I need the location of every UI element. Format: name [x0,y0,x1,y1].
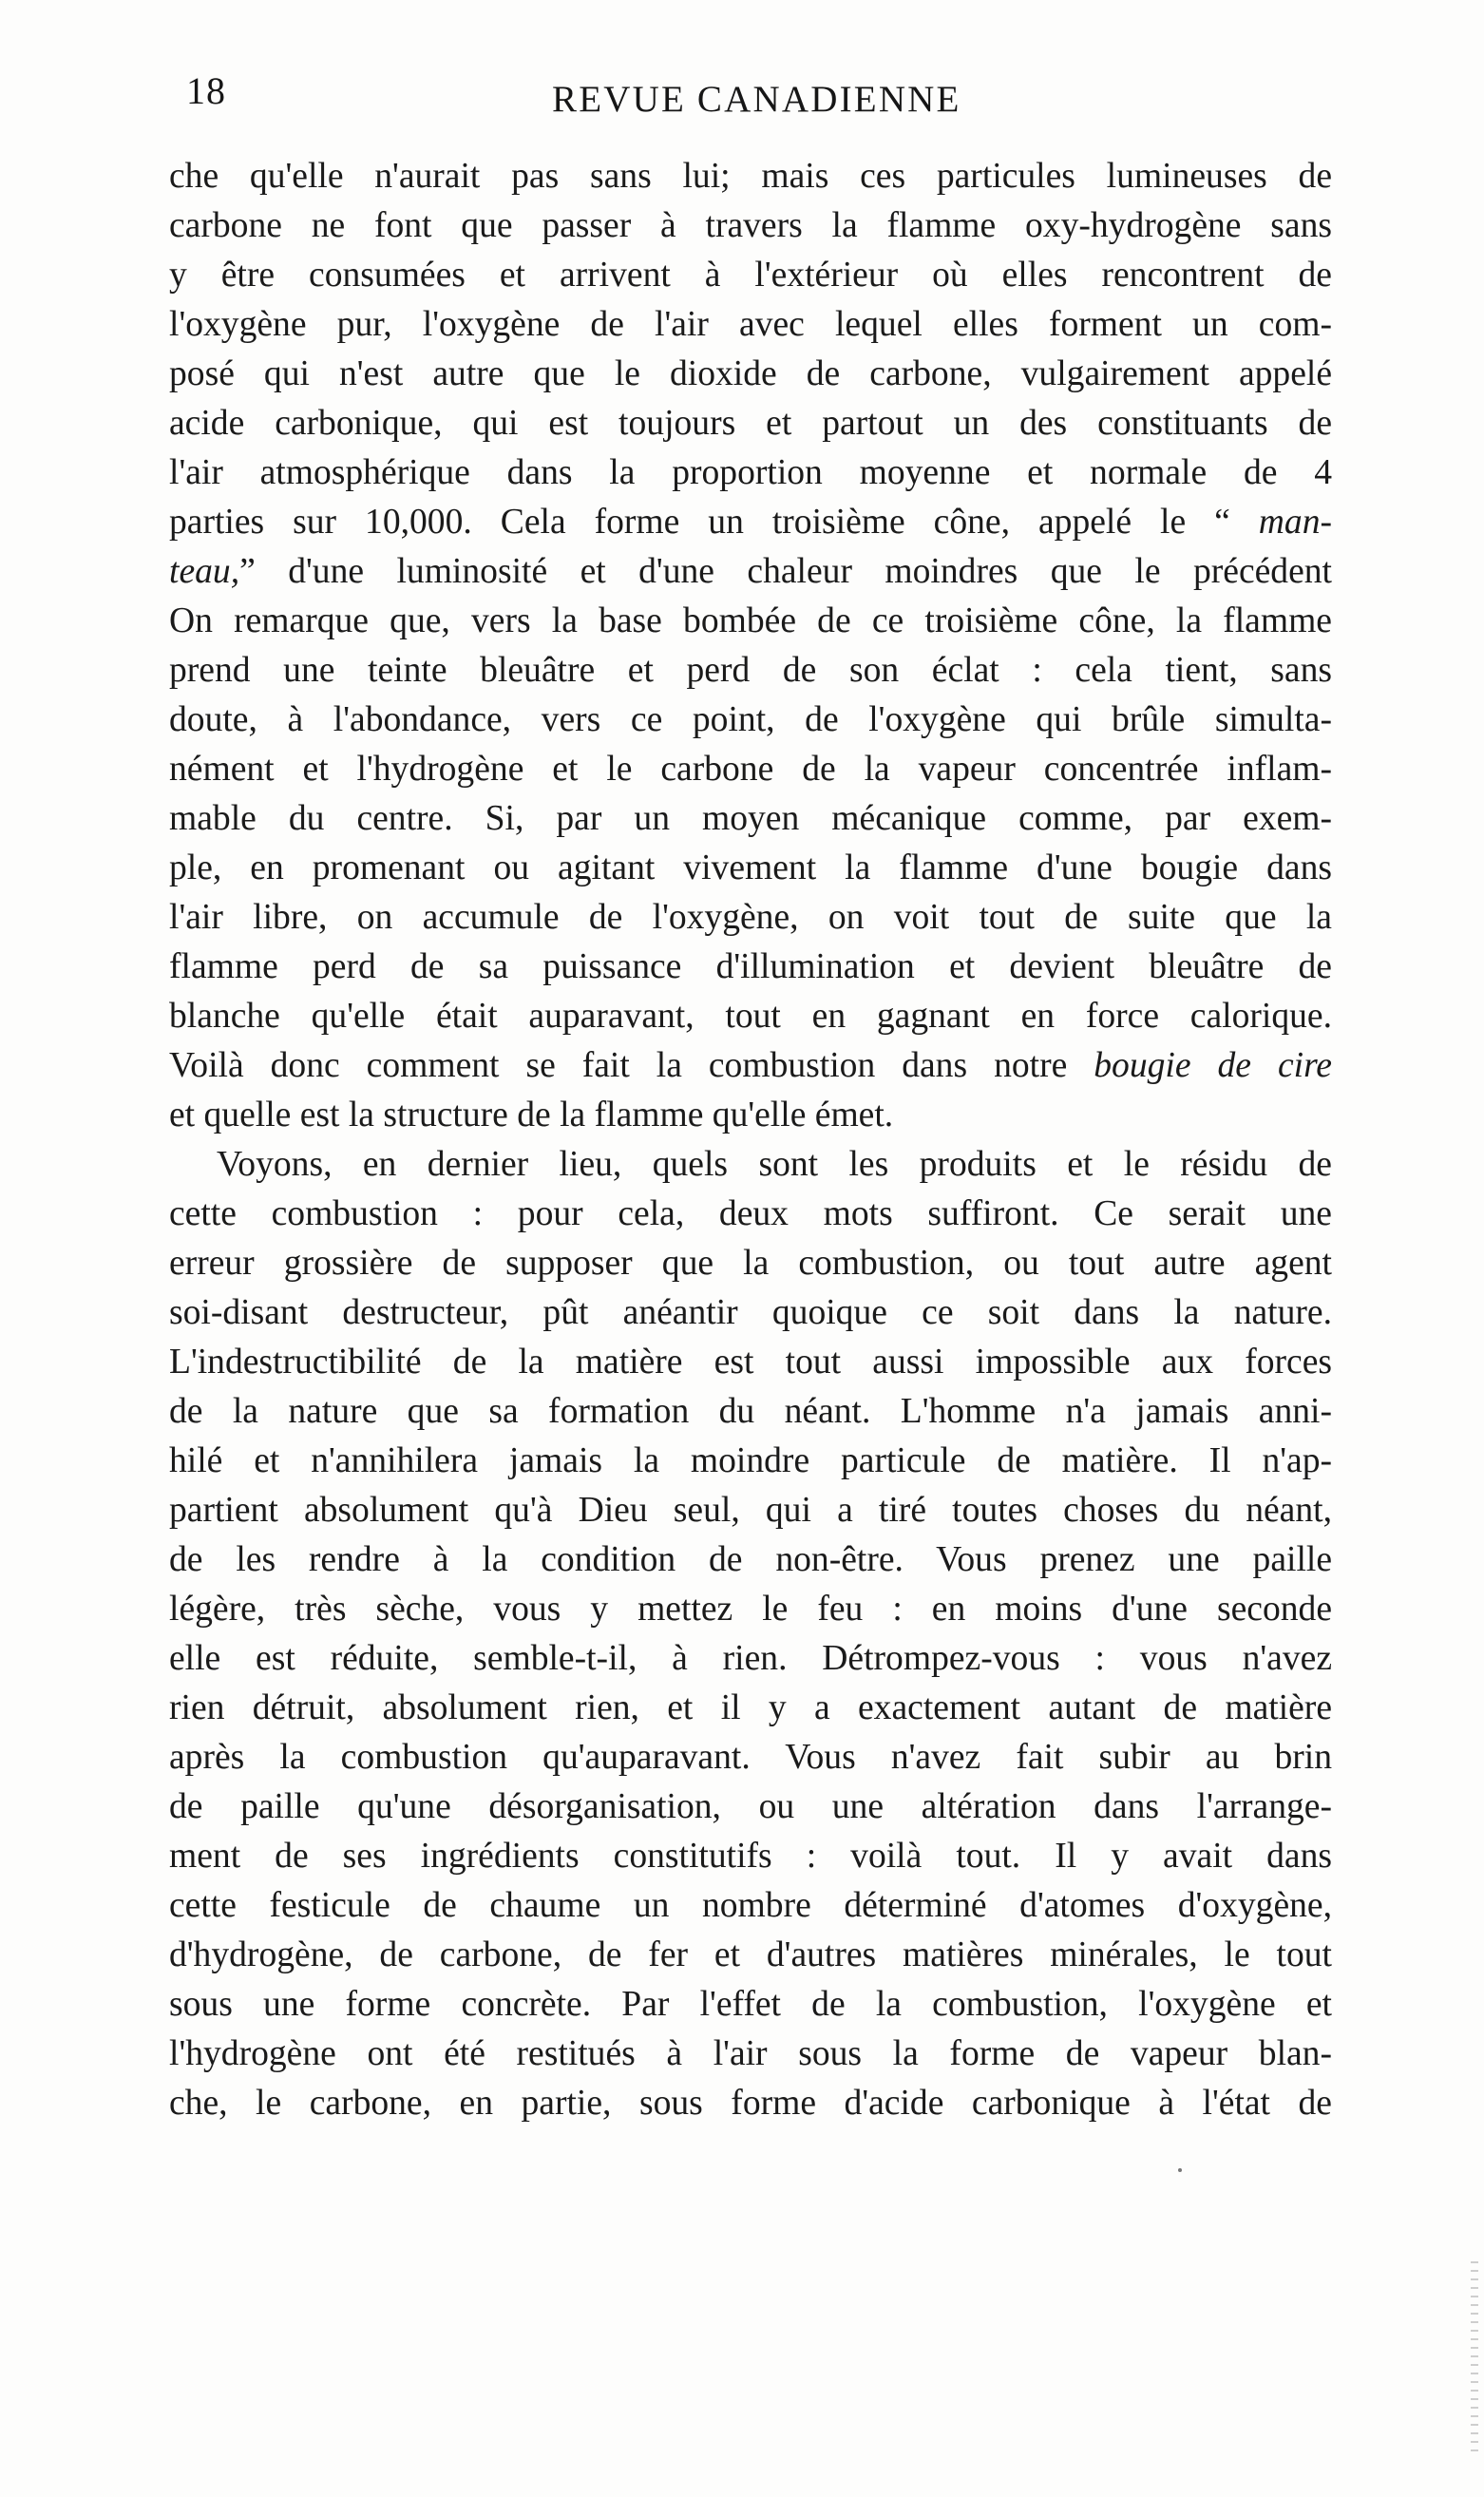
text-line: flamme perd de sa puissance d'illumination et devient bleuâtre de [169,947,1332,986]
text-line: posé qui n'est autre que le dioxide de carbone, vulgairement appelé [169,354,1332,393]
italic-term: teau, [169,552,240,591]
text-line: elle est réduite, semble-t-il, à rien. Détrompez-vous : vous n'avez [169,1639,1332,1678]
text-line: l'air libre, on accumule de l'oxygène, on voit tout de suite que la [169,898,1332,937]
text-line: après la combustion qu'auparavant. Vous n'avez fait subir au brin [169,1738,1332,1777]
text-line: doute, à l'abondance, vers ce point, de l'oxygène qui brûle simulta- [169,700,1332,739]
text-line: che qu'elle n'aurait pas sans lui; mais ces particules lumineuses de [169,157,1332,196]
italic-term: bougie de cire [1094,1046,1332,1085]
text-line: de les rendre à la condition de non-être. Vous prenez une paille [169,1540,1332,1579]
text-line: erreur grossière de supposer que la combustion, ou tout autre agent [169,1244,1332,1283]
page-number: 18 [186,69,226,112]
text-line: légère, très sèche, vous y mettez le feu : en moins d'une seconde [169,1590,1332,1629]
text-line: hilé et n'annihilera jamais la moindre particule de matière. Il n'ap- [169,1441,1332,1480]
body-text [169,152,1332,2128]
text-line: soi-disant destructeur, pût anéantir quoique ce soit dans la nature. [169,1293,1332,1332]
text-line: cette combustion : pour cela, deux mots suffiront. Ce serait une [169,1194,1332,1233]
ink-speck [1178,2168,1182,2172]
text-line: de paille qu'une désorganisation, ou une altération dans l'arrange- [169,1787,1332,1826]
text-line: et quelle est la structure de la flamme qu'elle émet. [169,1096,894,1134]
text-line: l'hydrogène ont été restitués à l'air sous la forme de vapeur blan- [169,2034,1332,2073]
text-line: carbone ne font que passer à travers la flamme oxy-hydrogène sans [169,206,1332,245]
text-line: cette festicule de chaume un nombre déterminé d'atomes d'oxygène, [169,1886,1332,1925]
text-line: prend une teinte bleuâtre et perd de son éclat : cela tient, sans [169,651,1332,690]
page-header [186,68,1003,135]
text-line: L'indestructibilité de la matière est tout aussi impossible aux forces [169,1343,1332,1382]
text-line: blanche qu'elle était auparavant, tout en gagnant en force calorique. [169,997,1332,1036]
paragraph-1 [169,152,1332,1140]
text-line: de la nature que sa formation du néant. L'homme n'a jamais anni- [169,1392,1332,1431]
page-edge-dust [1471,2261,1478,2451]
running-title: REVUE CANADIENNE [552,79,961,120]
text-line: l'air atmosphérique dans la proportion moyenne et normale de 4 [169,453,1332,492]
text-line: teau,” d'une luminosité et d'une chaleur moindres que le précédent [169,552,1332,591]
text-line: partient absolument qu'à Dieu seul, qui a tiré toutes choses du néant, [169,1491,1332,1530]
text-line: ple, en promenant ou agitant vivement la flamme d'une bougie dans [169,848,1332,887]
text-line: On remarque que, vers la base bombée de ce troisième cône, la flamme [169,601,1332,640]
text-line: d'hydrogène, de carbone, de fer et d'autres matières minérales, le tout [169,1935,1332,1974]
text-line: l'oxygène pur, l'oxygène de l'air avec lequel elles forment un com- [169,305,1332,344]
text-line: Voyons, en dernier lieu, quels sont les produits et le résidu de [217,1145,1332,1184]
text-line: Voilà donc comment se fait la combustion dans notre bougie de cire [169,1046,1332,1085]
italic-term: man- [1258,503,1332,542]
text-line: acide carbonique, qui est toujours et partout un des constituants de [169,404,1332,443]
text-line: sous une forme concrète. Par l'effet de la combustion, l'oxygène et [169,1985,1332,2024]
text-line: rien détruit, absolument rien, et il y a exactement autant de matière [169,1688,1332,1727]
text-line: nément et l'hydrogène et le carbone de la vapeur concentrée inflam- [169,750,1332,789]
paragraph-2 [169,1140,1332,2128]
text-line: mable du centre. Si, par un moyen mécanique comme, par exem- [169,799,1332,838]
text-line: che, le carbone, en partie, sous forme d'acide carbonique à l'état de [169,2084,1332,2123]
text-line: y être consumées et arrivent à l'extérieur où elles rencontrent de [169,256,1332,295]
text-line: parties sur 10,000. Cela forme un troisième cône, appelé le “ man- [169,503,1332,542]
text-line: ment de ses ingrédients constitutifs : voilà tout. Il y avait dans [169,1837,1332,1876]
